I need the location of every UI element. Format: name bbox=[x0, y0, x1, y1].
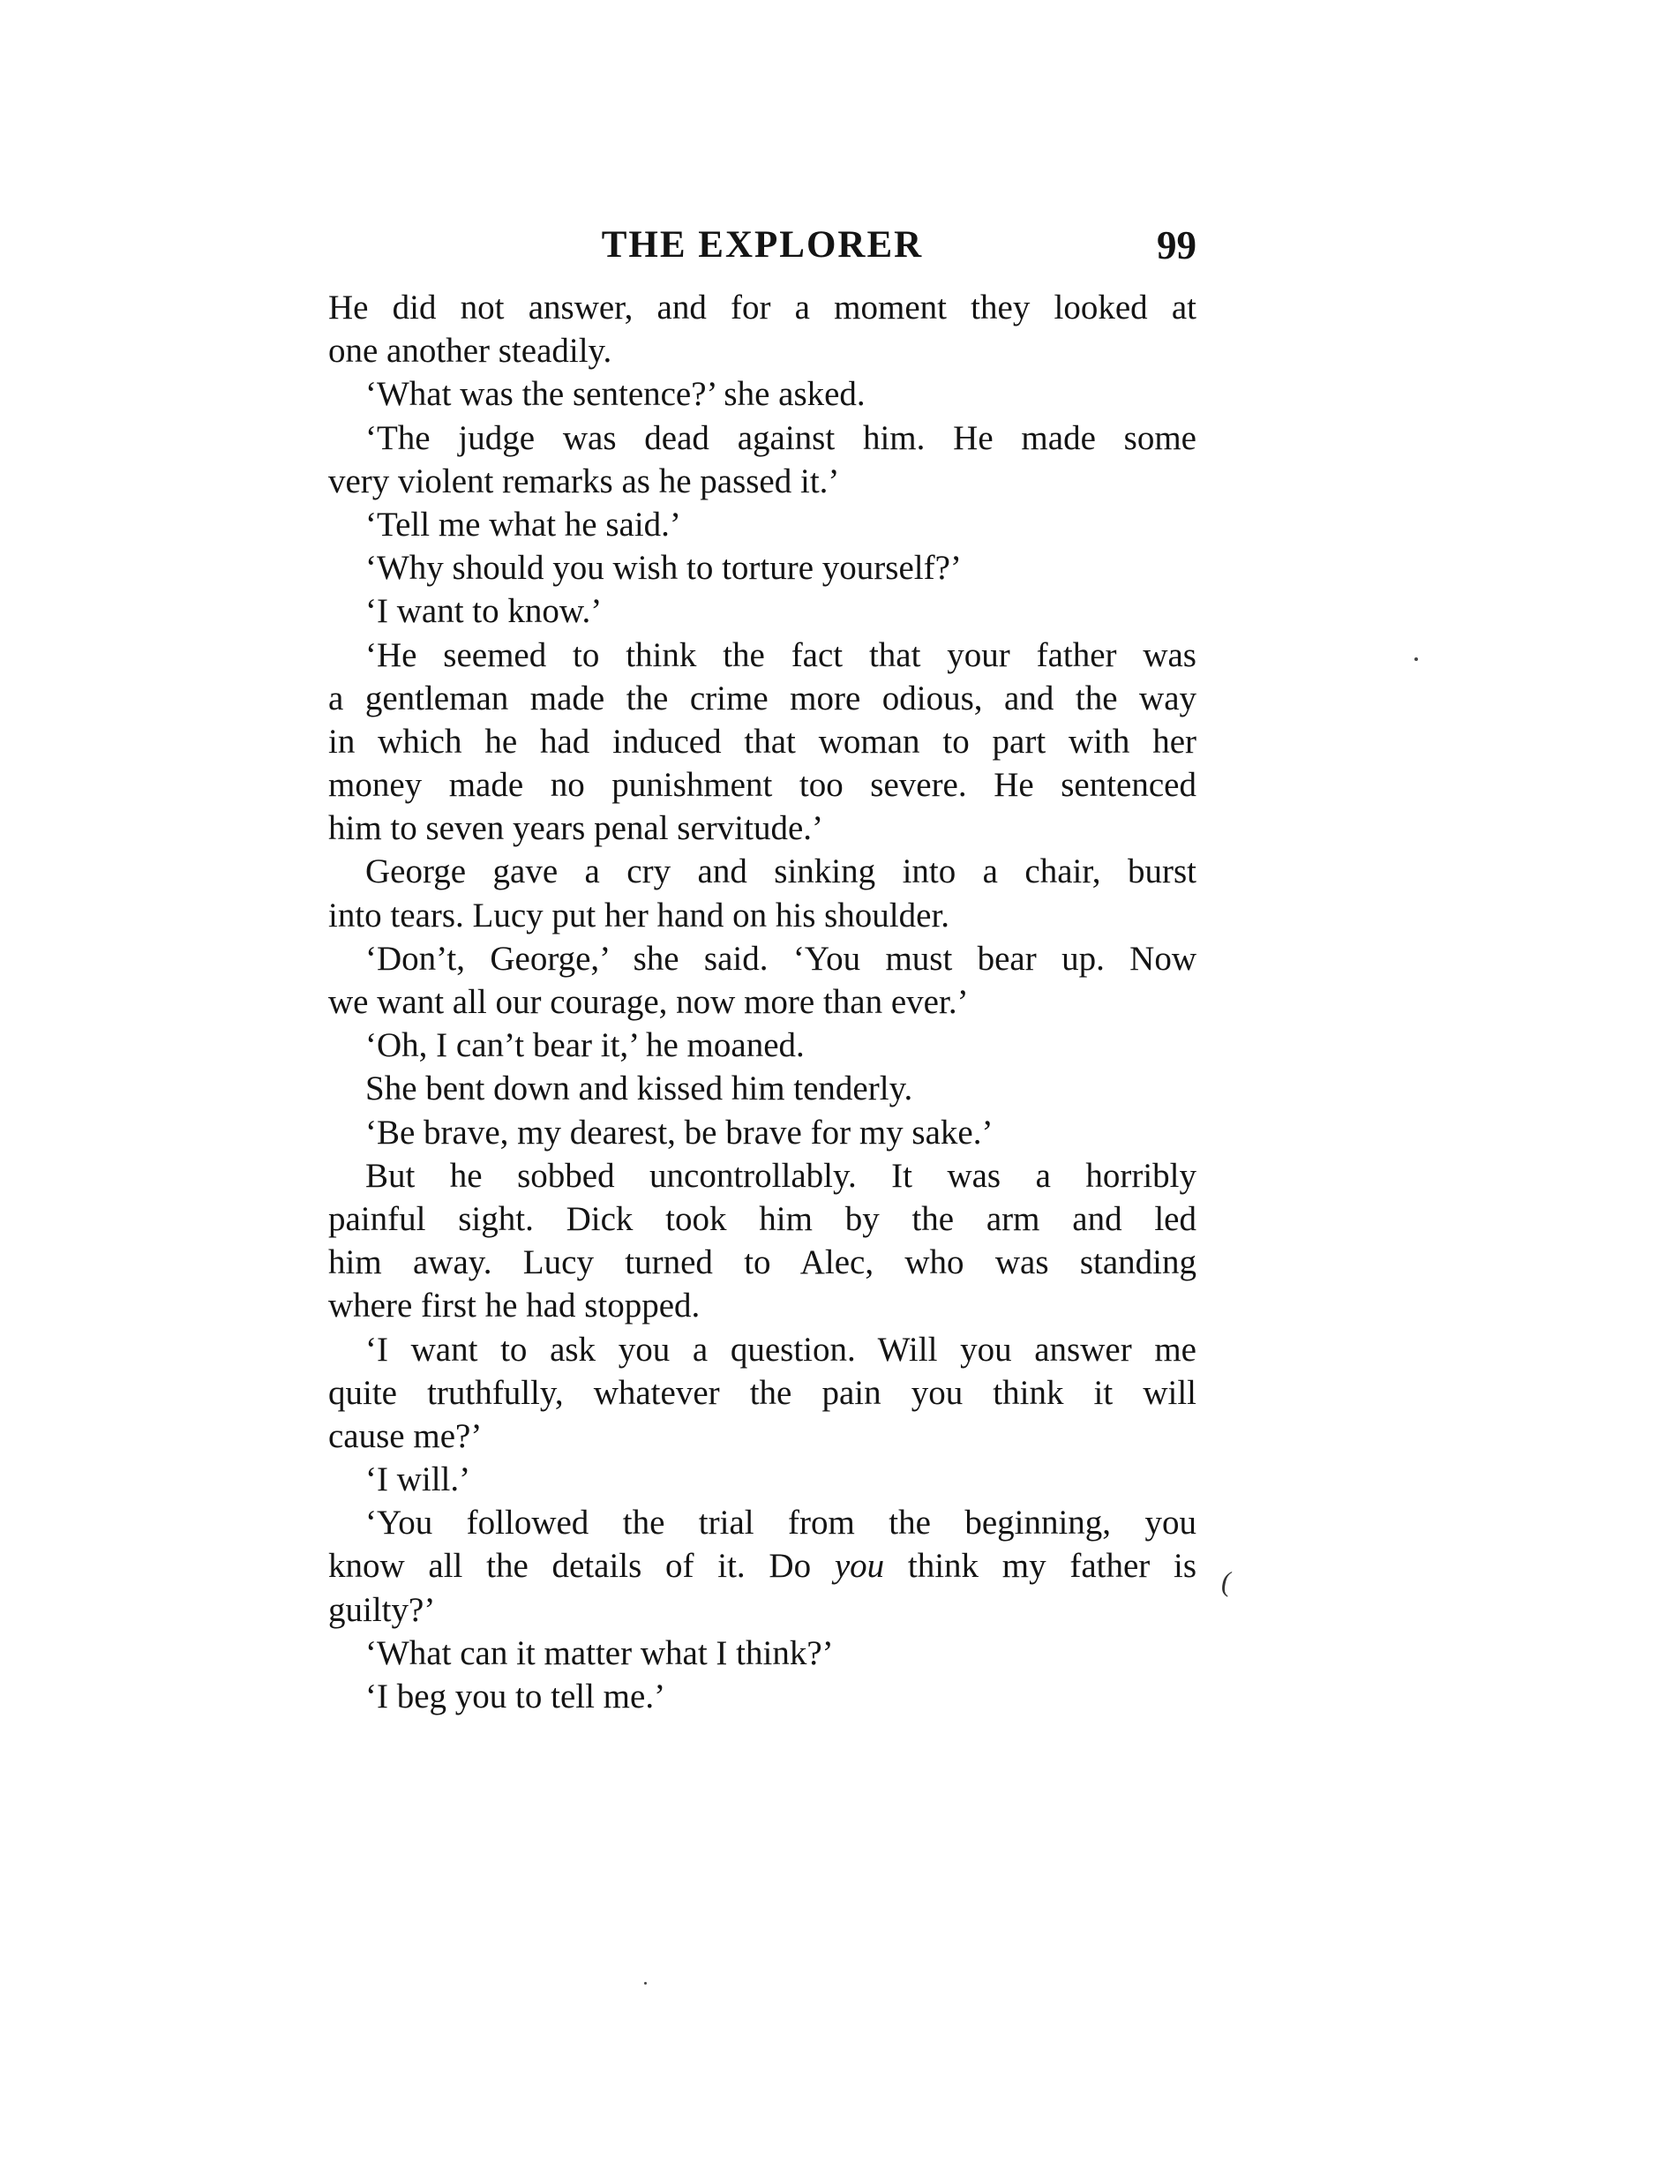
text-line: him to seven years penal servitude.’ bbox=[328, 809, 823, 848]
text-line: ‘Tell me what he said.’ bbox=[365, 505, 681, 544]
text-line: into tears. Lucy put her hand on his shoulder. bbox=[328, 896, 950, 934]
ink-speck bbox=[644, 1982, 647, 1985]
text-line: George gave a cry and sinking into a chair, burst bbox=[365, 852, 1196, 891]
page-header bbox=[328, 219, 1196, 272]
text-line: ‘The judge was dead against him. He made some bbox=[365, 418, 1196, 457]
text-line: money made no punishment too severe. He sentenced bbox=[328, 766, 1196, 805]
text-line: very violent remarks as he passed it.’ bbox=[328, 462, 840, 500]
text-line: But he sobbed uncontrollably. It was a horribly bbox=[365, 1156, 1196, 1195]
text-line: quite truthfully, whatever the pain you think it will bbox=[328, 1373, 1196, 1412]
ink-speck bbox=[1414, 657, 1418, 661]
text-line: ‘You followed the trial from the beginning, you bbox=[365, 1504, 1196, 1542]
text-line: ‘I beg you to tell me.’ bbox=[365, 1677, 666, 1715]
text-line: guilty?’ bbox=[328, 1590, 436, 1629]
text-line: where first he had stopped. bbox=[328, 1287, 701, 1325]
text-line: ‘I will.’ bbox=[365, 1460, 471, 1499]
page-number: 99 bbox=[1157, 223, 1196, 267]
body-text bbox=[328, 286, 1196, 1718]
text-line: a gentleman made the crime more odious, and the way bbox=[328, 679, 1196, 717]
text-line: ‘Be brave, my dearest, be brave for my sake.’ bbox=[365, 1113, 994, 1152]
text-line bbox=[328, 1544, 1196, 1587]
text-line: ‘Why should you wish to torture yourself?’ bbox=[365, 549, 962, 588]
text-line: ‘Don’t, George,’ she said. ‘You must bear up. Now bbox=[365, 939, 1196, 978]
emphasis-you: you bbox=[834, 1547, 885, 1586]
text-line: ‘What was the sentence?’ she asked. bbox=[365, 375, 866, 414]
text-line: ‘Oh, I can’t bear it,’ he moaned. bbox=[365, 1026, 805, 1065]
text-line: ‘I want to ask you a question. Will you answer me bbox=[365, 1330, 1196, 1369]
text-line: him away. Lucy turned to Alec, who was standing bbox=[328, 1243, 1196, 1282]
text-line: cause me?’ bbox=[328, 1416, 483, 1455]
text-line: ‘What can it matter what I think?’ bbox=[365, 1633, 834, 1672]
running-title: THE EXPLORER bbox=[601, 224, 924, 266]
margin-pencil-mark: ( bbox=[1221, 1565, 1231, 1597]
text-line: one another steadily. bbox=[328, 332, 612, 371]
text-run: know all the details of it. Do bbox=[328, 1547, 835, 1586]
text-line: in which he had induced that woman to part with her bbox=[328, 722, 1196, 761]
text-run: think my father is bbox=[884, 1547, 1197, 1586]
text-line: ‘He seemed to think the fact that your father was bbox=[365, 635, 1196, 674]
text-line: we want all our courage, now more than ever.’ bbox=[328, 983, 969, 1021]
text-line: He did not answer, and for a moment they looked at bbox=[328, 289, 1196, 326]
text-line: painful sight. Dick took him by the arm and led bbox=[328, 1199, 1196, 1238]
text-line: ‘I want to know.’ bbox=[365, 592, 603, 631]
text-line: She bent down and kissed him tenderly. bbox=[365, 1069, 913, 1108]
